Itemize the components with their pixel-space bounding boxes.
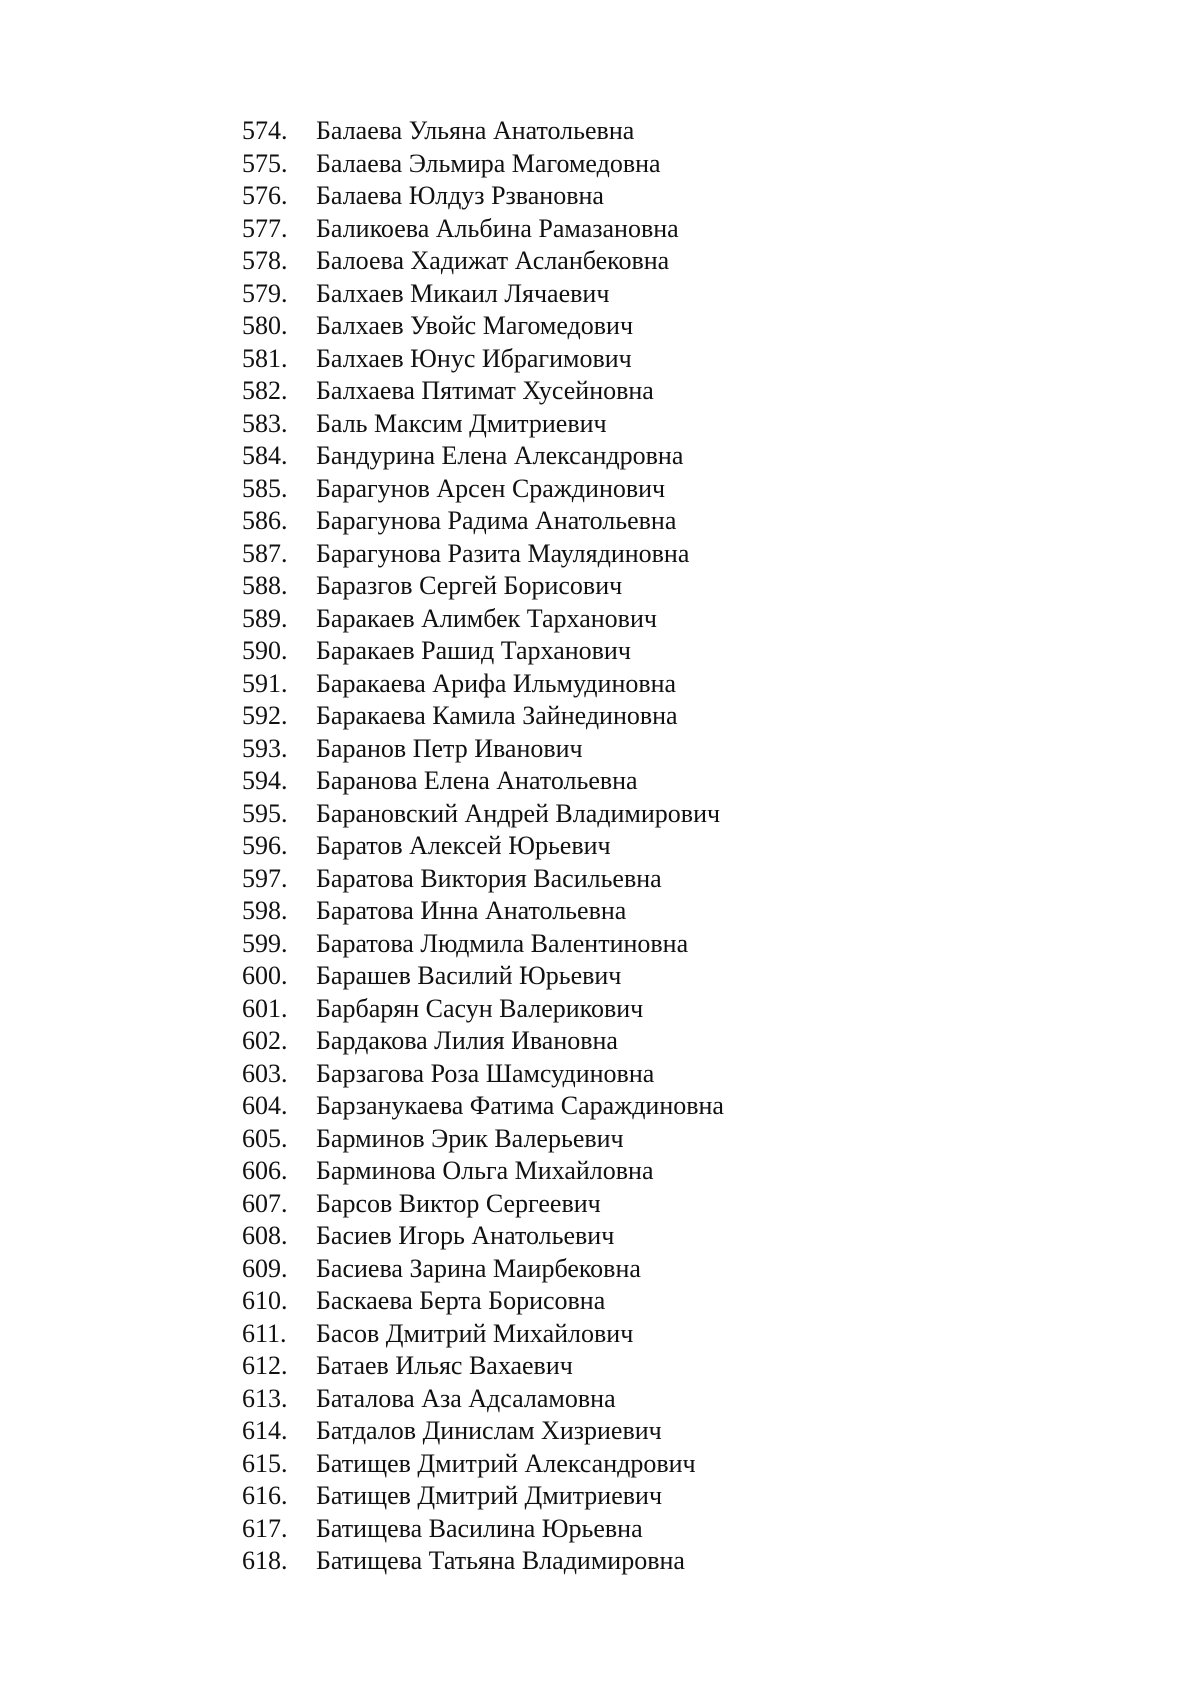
person-name: Батдалов Динислам Хизриевич (316, 1416, 662, 1445)
list-item (242, 1155, 724, 1188)
person-name: Барашев Василий Юрьевич (316, 961, 622, 990)
item-number: 596. (242, 831, 288, 860)
person-name: Баратов Алексей Юрьевич (316, 831, 611, 860)
item-number: 608. (242, 1221, 288, 1250)
item-number: 617. (242, 1513, 288, 1543)
person-name: Батищева Василина Юрьевна (316, 1513, 643, 1543)
item-number: 589. (242, 603, 288, 633)
list-item (242, 1025, 724, 1058)
list-item (242, 603, 724, 636)
person-name: Баль Максим Дмитриевич (316, 408, 607, 438)
person-name: Баразгов Сергей Борисович (316, 571, 623, 600)
person-name: Басов Дмитрий Михайлович (316, 1318, 634, 1348)
person-name: Батищев Дмитрий Дмитриевич (316, 1481, 663, 1510)
list-item (242, 408, 724, 441)
person-name: Баракаева Камила Зайнединовна (316, 701, 678, 730)
person-name: Батаев Ильяс Вахаевич (316, 1351, 573, 1380)
person-name: Барагунова Разита Маулядиновна (316, 538, 690, 568)
list-item (242, 1090, 724, 1123)
person-name: Батищева Татьяна Владимировна (316, 1546, 685, 1575)
item-number: 612. (242, 1351, 288, 1380)
item-number: 576. (242, 181, 288, 210)
item-number: 595. (242, 798, 288, 828)
item-number: 615. (242, 1448, 288, 1478)
list-item (242, 1350, 724, 1383)
list-item (242, 1253, 724, 1286)
person-name: Баракаев Алимбек Тарханович (316, 603, 657, 633)
person-name: Баранова Елена Анатольевна (316, 766, 638, 795)
list-item (242, 505, 724, 538)
item-number: 593. (242, 733, 288, 763)
list-item (242, 115, 724, 148)
list-item (242, 700, 724, 733)
item-number: 618. (242, 1546, 288, 1575)
person-name: Балаева Эльмира Магомедовна (316, 148, 661, 178)
person-name: Барагунова Радима Анатольевна (316, 506, 677, 535)
list-item (242, 538, 724, 571)
person-name: Баратова Инна Анатольевна (316, 896, 627, 925)
item-number: 591. (242, 668, 288, 698)
item-number: 575. (242, 148, 288, 178)
item-number: 598. (242, 896, 288, 925)
item-number: 611. (242, 1318, 287, 1348)
person-name: Батищев Дмитрий Александрович (316, 1448, 696, 1478)
person-name: Баликоева Альбина Рамазановна (316, 213, 679, 243)
person-name: Басиева Зарина Маирбековна (316, 1253, 641, 1283)
person-name: Барсов Виктор Сергеевич (316, 1188, 601, 1218)
item-number: 594. (242, 766, 288, 795)
list-item (242, 278, 724, 311)
item-number: 609. (242, 1253, 288, 1283)
person-name: Баракаева Арифа Ильмудиновна (316, 668, 677, 698)
item-number: 602. (242, 1026, 288, 1055)
person-name: Барбарян Сасун Валерикович (316, 993, 644, 1023)
item-number: 587. (242, 538, 288, 568)
list-item (242, 830, 724, 863)
person-name: Барминов Эрик Валерьевич (316, 1123, 624, 1153)
item-number: 588. (242, 571, 288, 600)
list-item (242, 148, 724, 181)
item-number: 574. (242, 116, 288, 145)
person-name: Басиев Игорь Анатольевич (316, 1221, 615, 1250)
item-number: 614. (242, 1416, 288, 1445)
item-number: 580. (242, 311, 288, 340)
person-name: Барзагова Роза Шамсудиновна (316, 1058, 655, 1088)
list-item (242, 668, 724, 701)
list-item (242, 1058, 724, 1091)
item-number: 604. (242, 1091, 288, 1120)
person-name: Барзанукаева Фатима Сараждиновна (316, 1091, 724, 1120)
item-number: 600. (242, 961, 288, 990)
person-name: Баратова Виктория Васильевна (316, 863, 662, 893)
list-item (242, 440, 724, 473)
person-name: Балхаев Увойс Магомедович (316, 311, 634, 340)
list-item (242, 245, 724, 278)
item-number: 616. (242, 1481, 288, 1510)
list-item (242, 1480, 724, 1513)
person-name: Балоева Хадижат Асланбековна (316, 246, 670, 275)
item-number: 583. (242, 408, 288, 438)
list-item (242, 213, 724, 246)
item-number: 585. (242, 473, 288, 503)
list-item (242, 765, 724, 798)
item-number: 613. (242, 1383, 288, 1413)
item-number: 599. (242, 928, 288, 958)
person-name: Баталова Аза Адсаламовна (316, 1383, 616, 1413)
list-item (242, 1285, 724, 1318)
list-item (242, 375, 724, 408)
list-item (242, 1448, 724, 1481)
list-item (242, 570, 724, 603)
person-name: Барминова Ольга Михайловна (316, 1156, 654, 1185)
list-item (242, 1545, 724, 1578)
item-number: 590. (242, 636, 288, 665)
list-item (242, 733, 724, 766)
list-item (242, 1123, 724, 1156)
item-number: 603. (242, 1058, 288, 1088)
list-item (242, 1383, 724, 1416)
person-name: Бардакова Лилия Ивановна (316, 1026, 618, 1055)
item-number: 601. (242, 993, 288, 1023)
person-name: Баратова Людмила Валентиновна (316, 928, 689, 958)
list-item (242, 635, 724, 668)
name-list (242, 115, 724, 1578)
list-item (242, 343, 724, 376)
person-name: Балаева Ульяна Анатольевна (316, 116, 635, 145)
person-name: Барановский Андрей Владимирович (316, 798, 721, 828)
item-number: 586. (242, 506, 288, 535)
list-item (242, 863, 724, 896)
person-name: Балхаев Юнус Ибрагимович (316, 343, 632, 373)
list-item (242, 895, 724, 928)
item-number: 605. (242, 1123, 288, 1153)
item-number: 577. (242, 213, 288, 243)
list-item (242, 993, 724, 1026)
list-item (242, 960, 724, 993)
person-name: Баракаев Рашид Тарханович (316, 636, 631, 665)
item-number: 578. (242, 246, 288, 275)
list-item (242, 310, 724, 343)
list-item (242, 180, 724, 213)
list-item (242, 1318, 724, 1351)
item-number: 579. (242, 278, 288, 308)
list-item (242, 1415, 724, 1448)
item-number: 582. (242, 376, 288, 405)
person-name: Баранов Петр Иванович (316, 733, 583, 763)
person-name: Баскаева Берта Борисовна (316, 1286, 606, 1315)
person-name: Балаева Юлдуз Рзвановна (316, 181, 604, 210)
list-item (242, 1513, 724, 1546)
item-number: 584. (242, 441, 288, 470)
list-item (242, 928, 724, 961)
person-name: Бандурина Елена Александровна (316, 441, 684, 470)
item-number: 592. (242, 701, 288, 730)
person-name: Балхаев Микаил Лячаевич (316, 278, 610, 308)
person-name: Балхаева Пятимат Хусейновна (316, 376, 654, 405)
item-number: 610. (242, 1286, 288, 1315)
list-item (242, 798, 724, 831)
list-item (242, 1220, 724, 1253)
list-item (242, 1188, 724, 1221)
item-number: 597. (242, 863, 288, 893)
item-number: 581. (242, 343, 288, 373)
item-number: 607. (242, 1188, 288, 1218)
list-item (242, 473, 724, 506)
person-name: Барагунов Арсен Сраждинович (316, 473, 666, 503)
item-number: 606. (242, 1156, 288, 1185)
